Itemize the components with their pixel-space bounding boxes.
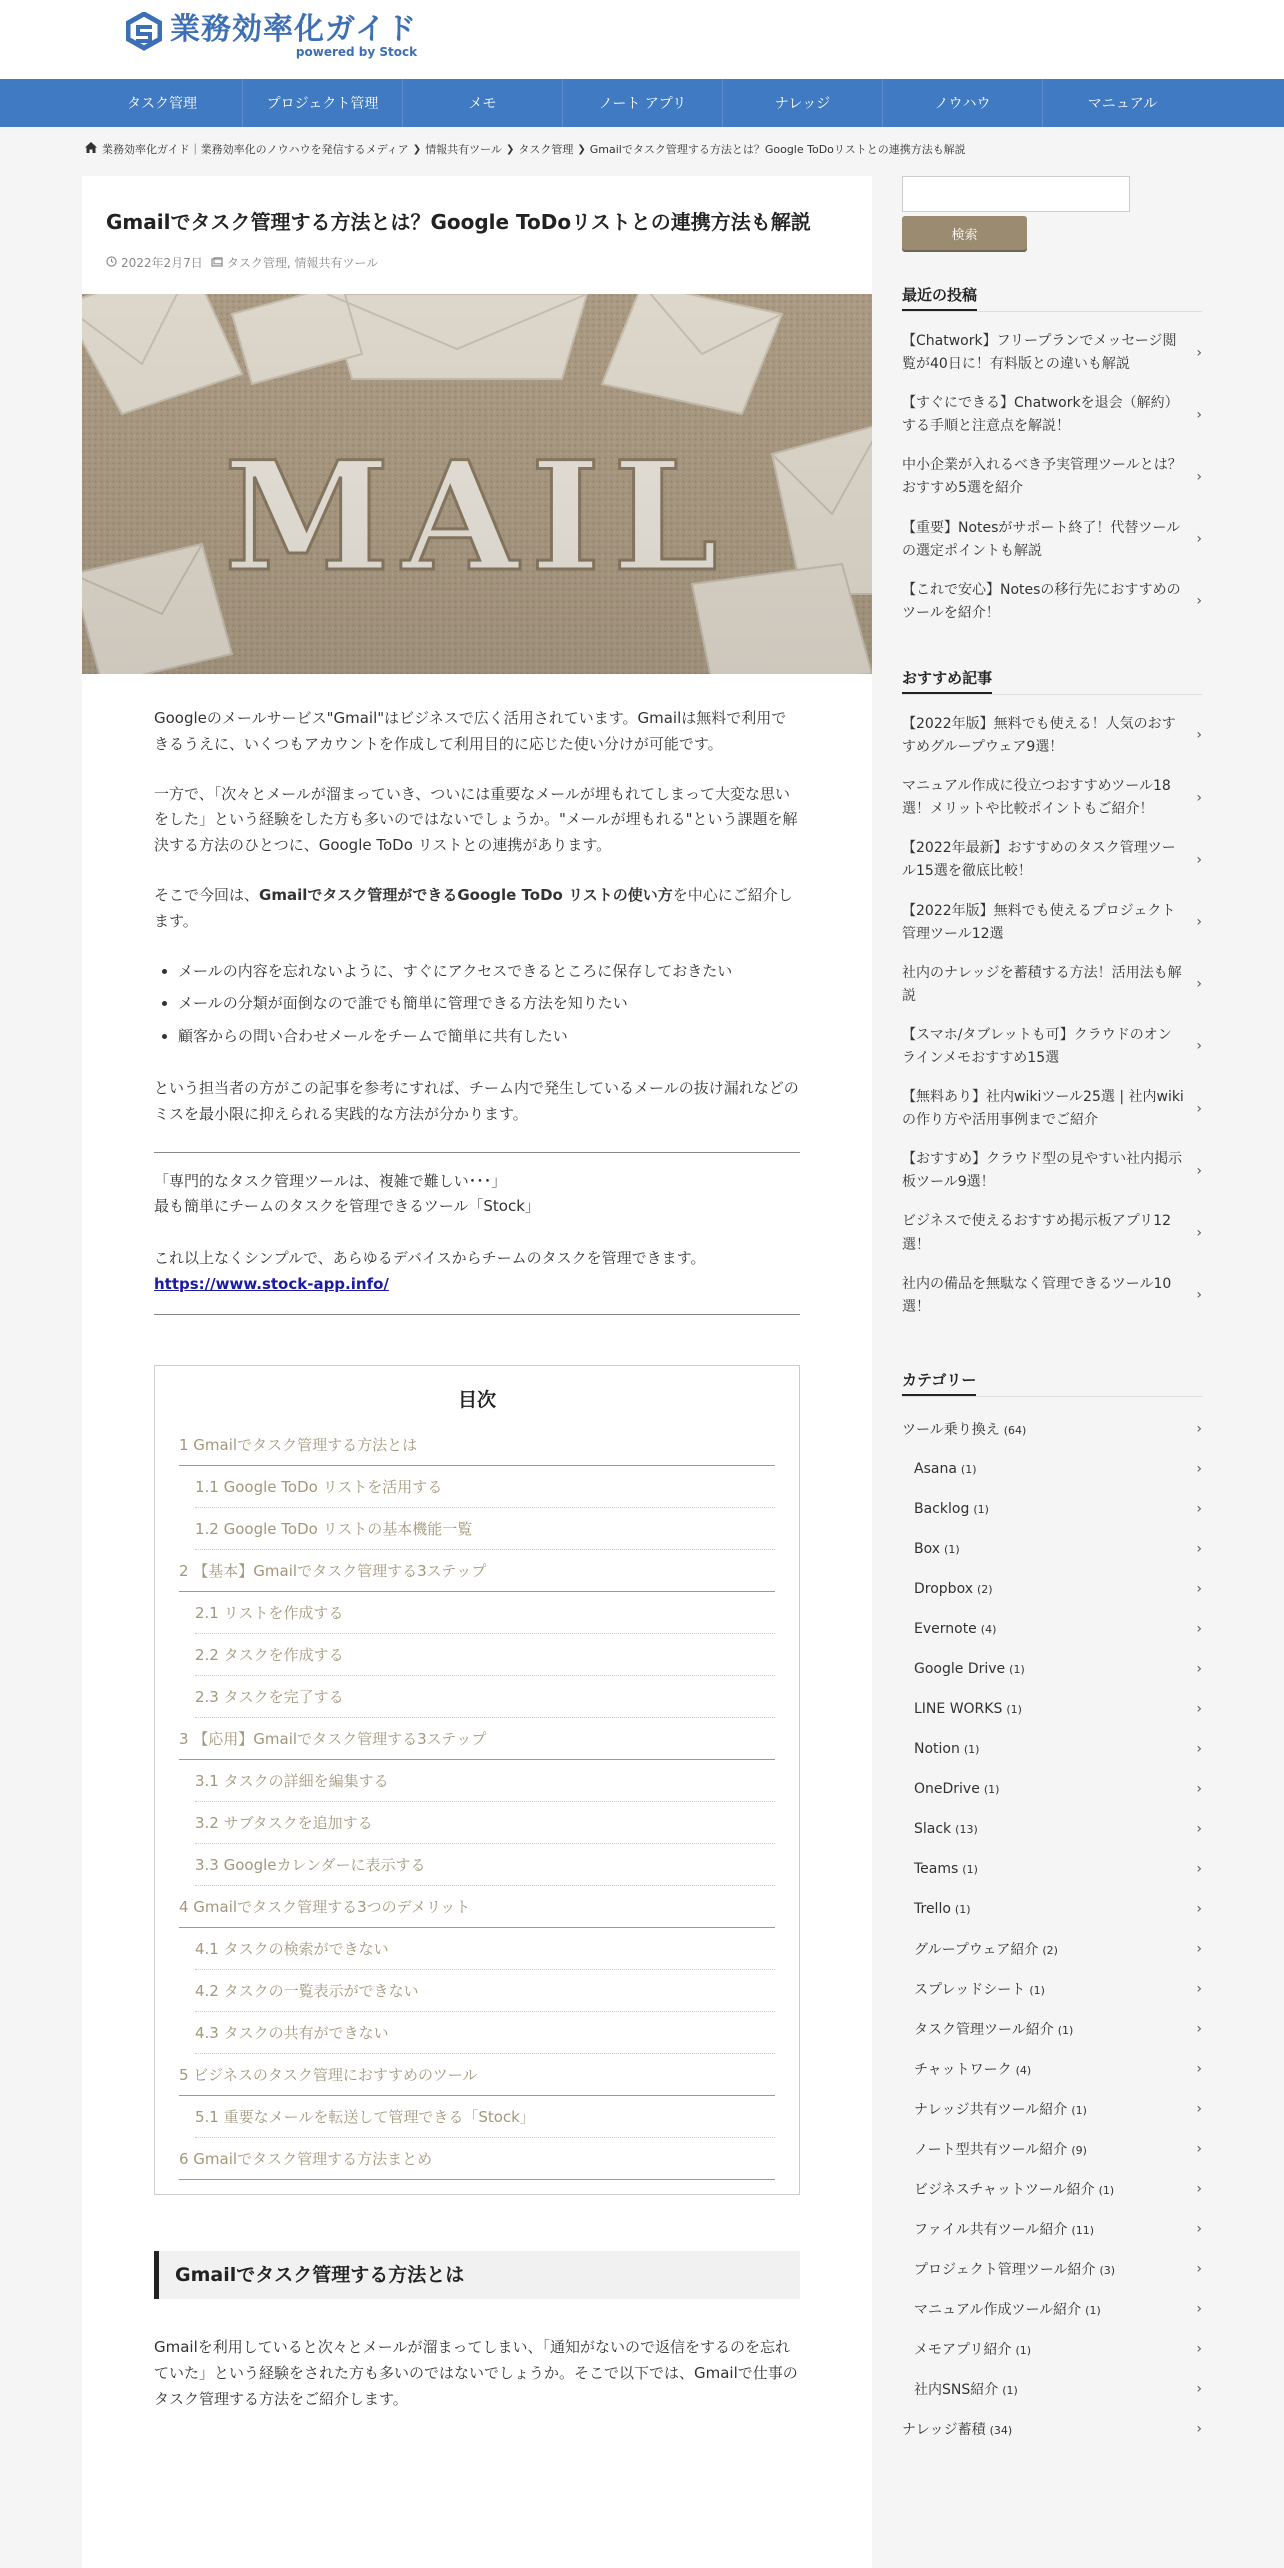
promo-line-1: 「専門的なタスク管理ツールは、複雑で難しい･･･」 [154, 1171, 507, 1190]
category-count: (13) [955, 1822, 978, 1836]
chevron-right-icon: › [1196, 531, 1202, 548]
article-body [154, 706, 800, 2437]
toc-item[interactable]: 1 Gmailでタスク管理する方法とは [179, 1424, 775, 1466]
category-count: (1) [1098, 2183, 1115, 2197]
global-nav [0, 79, 1284, 127]
category-item[interactable] [902, 1889, 1202, 1929]
breadcrumb-home[interactable]: 業務効率化ガイド｜業務効率化のノウハウを発信するメディア [102, 143, 409, 156]
recommend-post-item-title: 【おすすめ】クラウド型の見やすい社内掲示板ツール9選！ [902, 1151, 1183, 1191]
promo-link[interactable]: https://www.stock-app.info/ [154, 1274, 389, 1293]
toc-item[interactable]: 3 【応用】Gmailでタスク管理する3ステップ [179, 1718, 775, 1760]
section-paragraph: Gmailを利用していると次々とメールが溜まってしまい、「通知がないので返信をするのを忘れていた」という経験をされた方も多いのではないでしょうか。そこで以下では、Gmailで仕事のタスク管理する方法をご紹介します。 [154, 2338, 798, 2409]
category-item[interactable] [902, 1529, 1202, 1569]
category-name: マニュアル作成ツール紹介 [914, 2301, 1082, 2318]
recent-post-item[interactable] [902, 446, 1202, 508]
chevron-right-icon: › [1196, 2380, 1202, 2397]
intro-paragraph-1: Googleのメールサービス"Gmail"はビジネスで広く活用されています。Gmailは無料で利用できるうえに、いくつもアカウントを作成して利用目的に応じた使い分けが可能です。 [154, 709, 787, 753]
breadcrumb-current: Gmailでタスク管理する方法とは？Google ToDoリストとの連携方法も解説 [589, 143, 966, 156]
logo-subtitle: powered by Stock [295, 45, 418, 59]
category-name: Teams [914, 1860, 959, 1877]
category-name: Trello [914, 1900, 951, 1917]
chevron-right-icon: › [1196, 1500, 1202, 1517]
home-icon [85, 142, 97, 156]
category-count: (1) [960, 1462, 977, 1476]
category-item[interactable] [902, 2409, 1202, 2449]
widget-title-recent: 最近の投稿 [902, 286, 977, 311]
recommend-post-item[interactable] [902, 1140, 1202, 1202]
nav-item-manual[interactable]: マニュアル [1042, 79, 1202, 127]
site-logo[interactable] [126, 12, 417, 60]
folder-icon [211, 256, 223, 270]
chevron-right-icon: › [1196, 1460, 1202, 1477]
category-item[interactable] [902, 2249, 1202, 2289]
category-name: Asana [914, 1460, 957, 1477]
category-count: (4) [980, 1622, 997, 1636]
recommend-post-item[interactable] [902, 767, 1202, 829]
toc-item[interactable]: 4.1 タスクの検索ができない [195, 1928, 775, 1970]
toc-item[interactable]: 5 ビジネスのタスク管理におすすめのツール [179, 2054, 775, 2096]
clock-icon [106, 256, 117, 270]
recent-posts-widget [902, 284, 1202, 633]
recent-post-item-title: 【重要】Notesがサポート終了！代替ツールの選定ポイントも解説 [902, 519, 1181, 559]
recommend-post-item-title: 【スマホ/タブレットも可】クラウドのオンラインメモおすすめ15選 [902, 1026, 1172, 1066]
recommend-post-item[interactable] [902, 1078, 1202, 1140]
category-count: (1) [944, 1542, 960, 1556]
site-header [0, 0, 1284, 79]
category-count: (1) [1057, 2023, 1074, 2037]
recommend-post-item[interactable] [902, 1202, 1202, 1264]
nav-item-knowledge[interactable]: ナレッジ [722, 79, 882, 127]
category-count: (64) [1003, 1423, 1027, 1437]
category-name: Evernote [914, 1620, 977, 1637]
chevron-right-icon: › [1196, 1820, 1202, 1837]
recommend-post-item[interactable] [902, 829, 1202, 891]
chevron-right-icon: › [1196, 1162, 1202, 1179]
breadcrumb [85, 141, 966, 157]
category-name: Box [914, 1540, 941, 1557]
recent-post-item[interactable] [902, 384, 1202, 446]
recommend-post-item-title: マニュアル作成に役立つおすすめツール18選！メリットや比較ポイントもご紹介！ [902, 778, 1171, 818]
category-item[interactable] [902, 2009, 1202, 2049]
main-article [82, 176, 872, 2568]
recommend-post-item[interactable] [902, 705, 1202, 767]
toc-item[interactable]: 3.2 サブタスクを追加する [195, 1802, 775, 1844]
chevron-right-icon: › [1196, 1620, 1202, 1637]
widget-title-category: カテゴリー [902, 1371, 976, 1396]
chevron-right-icon: › [1196, 1980, 1202, 1997]
stock-promo [154, 1152, 800, 1315]
category-name: Notion [914, 1740, 960, 1757]
category-name: Google Drive [914, 1660, 1006, 1677]
category-count: (3) [1099, 2263, 1116, 2277]
chevron-right-icon: › [1196, 344, 1202, 361]
category-name: 社内SNS紹介 [914, 2381, 999, 2398]
toc-item[interactable]: 2.2 タスクを作成する [195, 1634, 775, 1676]
category-name: メモアプリ紹介 [914, 2341, 1012, 2358]
category-item[interactable] [902, 2089, 1202, 2129]
logo-title: 業務効率化ガイド [170, 12, 418, 47]
category-count: (1) [1029, 1983, 1045, 1997]
recent-post-item[interactable] [902, 571, 1202, 633]
recommend-widget [902, 667, 1202, 1327]
chevron-right-icon: › [1196, 1224, 1202, 1241]
article-categories[interactable]: タスク管理, 情報共有ツール [226, 256, 379, 270]
category-item[interactable] [902, 1849, 1202, 1889]
intro-paragraph-4: という担当者の方がこの記事を参考にすれば、チーム内で発生しているメールの抜け漏れなどのミスを最小限に抑えられる実践的な方法が分かります。 [154, 1078, 799, 1123]
toc-item[interactable]: 4.3 タスクの共有ができない [195, 2012, 775, 2054]
chevron-right-icon: › [1196, 2340, 1202, 2357]
toc-item[interactable]: 4.2 タスクの一覧表示ができない [195, 1970, 775, 2012]
category-name: プロジェクト管理ツール紹介 [914, 2261, 1096, 2278]
category-name: Backlog [914, 1500, 970, 1517]
toc-item[interactable]: 4 Gmailでタスク管理する3つのデメリット [179, 1886, 775, 1928]
promo-line-2: 最も簡単にチームのタスクを管理できるツール「Stock」 [154, 1197, 540, 1216]
category-item[interactable] [902, 1609, 1202, 1649]
table-of-contents [154, 1365, 800, 2196]
chevron-right-icon: › [1196, 468, 1202, 485]
category-count: (1) [962, 1862, 978, 1876]
nav-item-project[interactable]: プロジェクト管理 [242, 79, 402, 127]
category-count: (11) [1071, 2223, 1095, 2237]
category-count: (1) [983, 1782, 1000, 1796]
category-count: (4) [1015, 2063, 1032, 2077]
list-item: • 顧客からの問い合わせメールをチームで簡単に共有したい [178, 1024, 800, 1050]
chevron-right-icon: › [1196, 2220, 1202, 2237]
chevron-right-icon: › [1196, 1660, 1202, 1677]
nav-item-knowhow[interactable]: ノウハウ [882, 79, 1042, 127]
intro-paragraph-3: そこで今回は、Gmailでタスク管理ができるGoogle ToDo リストの使い方を中心にご紹介します。 [154, 885, 793, 930]
chevron-right-icon: › [1196, 1740, 1202, 1757]
recommend-post-item[interactable] [902, 892, 1202, 954]
eyecatch-image [82, 294, 872, 674]
category-count: (1) [1071, 2103, 1087, 2117]
chevron-right-icon: › [1196, 1540, 1202, 1557]
toc-item[interactable]: 3.3 Googleカレンダーに表示する [195, 1844, 775, 1886]
recent-post-item-title: 【これで安心】Notesの移行先におすすめのツールを紹介！ [902, 581, 1181, 621]
chevron-right-icon: ❯ [577, 143, 586, 155]
toc-item[interactable]: 5.1 重要なメールを転送して管理できる「Stock」 [195, 2096, 775, 2138]
recommend-post-item-title: 社内のナレッジを蓄積する方法！活用法も解説 [902, 964, 1182, 1004]
nav-item-memo[interactable]: メモ [402, 79, 562, 127]
category-item[interactable] [902, 1569, 1202, 1609]
category-item[interactable] [902, 1729, 1202, 1769]
chevron-right-icon: › [1196, 2140, 1202, 2157]
recommend-post-item-title: 社内の備品を無駄なく管理できるツール10選！ [902, 1275, 1172, 1315]
toc-item[interactable]: 3.1 タスクの詳細を編集する [195, 1760, 775, 1802]
recommend-post-item-title: 【無料あり】社内wikiツール25選 | 社内wikiの作り方や活用事例までご紹介 [902, 1089, 1184, 1129]
category-name: OneDrive [914, 1780, 980, 1797]
chevron-right-icon: ❯ [505, 143, 515, 155]
toc-title: 目次 [457, 1388, 496, 1411]
chevron-right-icon: › [1196, 976, 1202, 993]
category-item[interactable] [902, 1409, 1202, 1449]
category-name: LINE WORKS [914, 1700, 1003, 1717]
category-count: (1) [1002, 2383, 1018, 2397]
chevron-right-icon: › [1196, 2260, 1202, 2277]
category-count: (34) [989, 2423, 1013, 2437]
category-item[interactable] [902, 1929, 1202, 1969]
category-item[interactable] [902, 2369, 1202, 2409]
recommend-post-item-title: ビジネスで使えるおすすめ掲示板アプリ12選！ [902, 1213, 1171, 1253]
category-item[interactable] [902, 2169, 1202, 2209]
category-widget [902, 1369, 1202, 2449]
chevron-right-icon: › [1196, 2060, 1202, 2077]
intro-paragraph-2: 一方で、「次々とメールが溜まっていき、ついには重要なメールが埋もれてしまって大変な思いをした」という経験をした方も多いのではないでしょうか。"メールが埋もれる"という課題を解決する方法のひとつに、Google ToDo リストとの連携があります。 [154, 784, 798, 855]
chevron-right-icon: › [1196, 593, 1202, 610]
category-name: スプレッドシート [914, 1981, 1026, 1998]
search-button[interactable]: 検索 [902, 216, 1027, 250]
chevron-right-icon: › [1196, 1700, 1202, 1717]
chevron-right-icon: › [1196, 789, 1202, 806]
breadcrumb-info-share[interactable]: 情報共有ツール [425, 143, 502, 156]
chevron-right-icon: › [1196, 1860, 1202, 1877]
chevron-right-icon: › [1196, 851, 1202, 868]
chevron-right-icon: › [1196, 2300, 1202, 2317]
recent-post-item[interactable] [902, 509, 1202, 571]
category-count: (1) [954, 1902, 971, 1916]
toc-item[interactable]: 2 【基本】Gmailでタスク管理する3ステップ [179, 1550, 775, 1592]
widget-title-recommend: おすすめ記事 [902, 669, 992, 694]
chevron-right-icon: › [1196, 2180, 1202, 2197]
category-item[interactable] [902, 1489, 1202, 1529]
chevron-right-icon: › [1196, 1100, 1202, 1117]
article-date: 2022年2月7日 [121, 256, 203, 270]
category-count: (9) [1071, 2143, 1087, 2157]
chevron-right-icon: › [1196, 1780, 1202, 1797]
target-reader-list [178, 959, 800, 1050]
category-name: ノート型共有ツール紹介 [914, 2141, 1068, 2158]
chevron-right-icon: › [1196, 2420, 1202, 2437]
category-count: (1) [1015, 2343, 1032, 2357]
search-input[interactable] [902, 176, 1130, 212]
toc-item[interactable]: 6 Gmailでタスク管理する方法まとめ [179, 2138, 775, 2180]
category-item[interactable] [902, 2129, 1202, 2169]
category-name: Dropbox [914, 1580, 973, 1597]
category-name: ファイル共有ツール紹介 [914, 2221, 1068, 2238]
chevron-right-icon: › [1196, 1940, 1202, 1957]
category-item[interactable] [902, 2329, 1202, 2369]
article-meta [106, 254, 378, 271]
category-item[interactable] [902, 2049, 1202, 2089]
nav-item-note-app[interactable]: ノート アプリ [562, 79, 722, 127]
recent-post-item-title: 中小企業が入れるべき予実管理ツールとは？おすすめ5選を紹介 [902, 457, 1182, 497]
category-item[interactable] [902, 1689, 1202, 1729]
chevron-right-icon: ❯ [412, 143, 422, 155]
chevron-right-icon: › [1196, 1287, 1202, 1304]
category-count: (1) [1006, 1702, 1022, 1716]
category-item[interactable] [902, 2209, 1202, 2249]
nav-item-task[interactable]: タスク管理 [127, 96, 197, 112]
category-name: ナレッジ蓄積 [902, 2421, 986, 2438]
chevron-right-icon: › [1196, 2100, 1202, 2117]
category-name: タスク管理ツール紹介 [914, 2021, 1054, 2038]
intro-emphasis: Gmailでタスク管理ができるGoogle ToDo リストの使い方 [259, 885, 673, 904]
chevron-right-icon: › [1196, 914, 1202, 931]
category-count: (2) [977, 1582, 993, 1596]
category-name: Slack [914, 1820, 952, 1837]
category-item[interactable] [902, 1809, 1202, 1849]
recommend-post-item[interactable] [902, 1265, 1202, 1327]
recent-post-item[interactable] [902, 322, 1202, 384]
category-name: チャットワーク [914, 2061, 1012, 2078]
breadcrumb-task[interactable]: タスク管理 [518, 143, 574, 156]
chevron-right-icon: › [1196, 406, 1202, 423]
logo-mark-icon [126, 12, 162, 60]
search-widget [902, 176, 1202, 250]
chevron-right-icon: › [1196, 1038, 1202, 1055]
chevron-right-icon: › [1196, 1420, 1202, 1437]
toc-item[interactable]: 2.1 リストを作成する [195, 1592, 775, 1634]
category-count: (1) [963, 1742, 980, 1756]
toc-item[interactable]: 2.3 タスクを完了する [195, 1676, 775, 1718]
list-item: • メールの分類が面倒なので誰でも簡単に管理できる方法を知りたい [178, 991, 800, 1017]
category-count: (1) [1009, 1662, 1025, 1676]
recent-post-item-title: 【すぐにできる】Chatworkを退会（解約）する手順と注意点を解説！ [902, 395, 1179, 435]
chevron-right-icon: › [1196, 1900, 1202, 1917]
toc-item[interactable]: 1.1 Google ToDo リストを活用する [195, 1466, 775, 1508]
category-count: (1) [1085, 2303, 1101, 2317]
category-count: (2) [1042, 1943, 1058, 1957]
sidebar [902, 176, 1202, 2449]
category-item[interactable] [902, 2289, 1202, 2329]
category-item[interactable] [902, 1969, 1202, 2009]
recommend-post-item-title: 【2022年最新】おすすめのタスク管理ツール15選を徹底比較！ [902, 840, 1176, 880]
recommend-post-item[interactable] [902, 1016, 1202, 1078]
recent-post-item-title: 【Chatwork】フリープランでメッセージ閲覧が40日に！有料版との違いも解説 [902, 333, 1177, 373]
category-count: (1) [973, 1502, 989, 1516]
chevron-right-icon: › [1196, 727, 1202, 744]
chevron-right-icon: › [1196, 1580, 1202, 1597]
category-item[interactable] [902, 1649, 1202, 1689]
recommend-post-item[interactable] [902, 954, 1202, 1016]
list-item: • メールの内容を忘れないように、すぐにアクセスできるところに保存しておきたい [178, 959, 800, 985]
category-item[interactable] [902, 1449, 1202, 1489]
promo-line-3: これ以上なくシンプルで、あらゆるデバイスからチームのタスクを管理できます。 [154, 1249, 706, 1268]
category-name: グループウェア紹介 [914, 1941, 1039, 1958]
section-heading: Gmailでタスク管理する方法とは [154, 2251, 800, 2299]
chevron-right-icon: › [1196, 2020, 1202, 2037]
recommend-post-item-title: 【2022年版】無料でも使える！人気のおすすめグループウェア9選！ [902, 715, 1176, 756]
category-name: ツール乗り換え [902, 1421, 1000, 1438]
category-name: ビジネスチャットツール紹介 [914, 2181, 1095, 2198]
toc-item[interactable]: 1.2 Google ToDo リストの基本機能一覧 [195, 1508, 775, 1550]
category-name: ナレッジ共有ツール紹介 [914, 2101, 1068, 2118]
article-title: Gmailでタスク管理する方法とは？Google ToDoリストとの連携方法も解説 [106, 210, 811, 234]
category-item[interactable] [902, 1769, 1202, 1809]
recommend-post-item-title: 【2022年版】無料でも使えるプロジェクト管理ツール12選 [902, 902, 1176, 942]
